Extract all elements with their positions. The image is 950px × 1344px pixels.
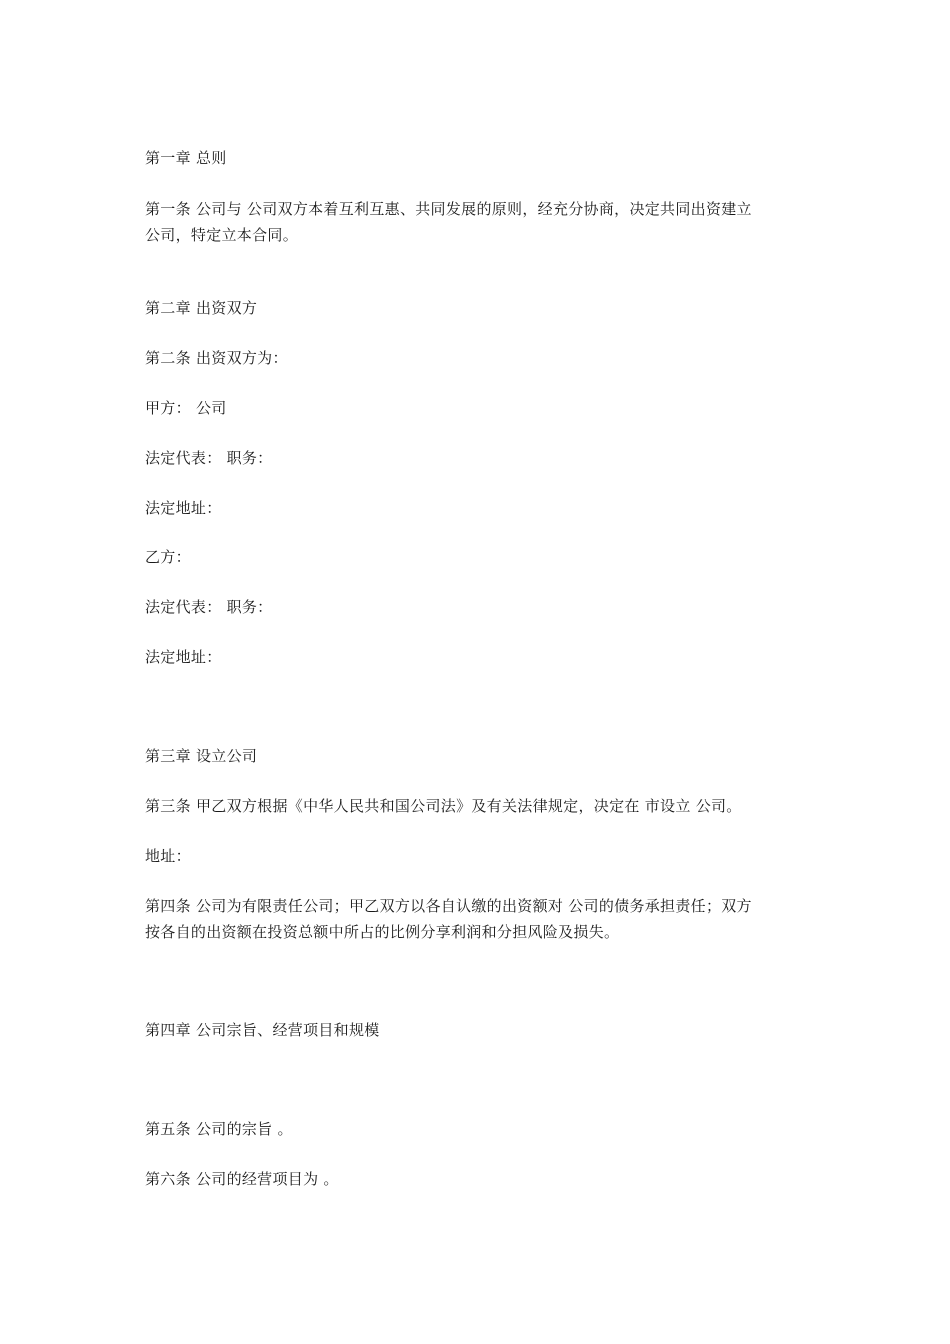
- article-5-text: 第五条 公司的宗旨 。: [145, 1120, 293, 1138]
- chapter-1-title: 第一章 总则: [145, 149, 227, 167]
- article-3-address: 地址：: [145, 847, 191, 865]
- party-a-representative: 法定代表： 职务：: [145, 449, 273, 467]
- chapter-2-title: 第二章 出资双方: [145, 299, 258, 317]
- article-3-text: 第三条 甲乙双方根据《中华人民共和国公司法》及有关法律规定，决定在 市设立 公司。: [145, 797, 742, 815]
- article-6-text: 第六条 公司的经营项目为 。: [145, 1170, 339, 1188]
- article-4-line-2: 按各自的出资额在投资总额中所占的比例分享利润和分担风险及损失。: [145, 923, 620, 941]
- chapter-3-title: 第三章 设立公司: [145, 747, 258, 765]
- party-a-name: 甲方： 公司: [145, 399, 227, 417]
- article-1-line-1: 第一条 公司与 公司双方本着互利互惠、共同发展的原则，经充分协商，决定共同出资建立: [145, 200, 752, 218]
- party-b-representative: 法定代表： 职务：: [145, 598, 273, 616]
- party-b-address: 法定地址：: [145, 648, 222, 666]
- party-b-name: 乙方：: [145, 548, 191, 566]
- article-1-line-2: 公司，特定立本合同。: [145, 226, 299, 244]
- article-2-text: 第二条 出资双方为：: [145, 349, 288, 367]
- article-4-line-1: 第四条 公司为有限责任公司；甲乙双方以各自认缴的出资额对 公司的债务承担责任；双方: [145, 897, 752, 915]
- chapter-4-title: 第四章 公司宗旨、经营项目和规模: [145, 1021, 380, 1039]
- party-a-address: 法定地址：: [145, 499, 222, 517]
